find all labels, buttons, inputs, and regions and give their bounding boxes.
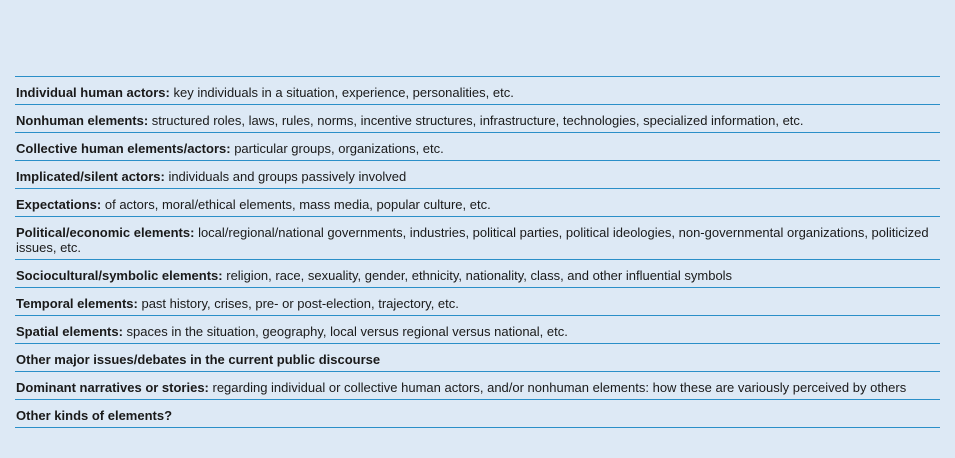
table-row-collective-human-elements [15, 133, 940, 161]
table-row-nonhuman-elements [15, 105, 940, 133]
row-term: Temporal elements: [16, 296, 138, 311]
row-description: past history, crises, pre- or post-election, trajectory, etc. [137, 296, 459, 311]
table-row-other-major-issues [15, 344, 940, 372]
row-term: Implicated/silent actors: [16, 169, 165, 184]
table-row-temporal-elements [15, 288, 940, 316]
row-description: of actors, moral/ethical elements, mass media, popular culture, etc. [101, 197, 491, 212]
row-term: Expectations: [16, 197, 102, 212]
row-description: structured roles, laws, rules, norms, incentive structures, infrastructure, technologies, specialized information, etc. [148, 113, 804, 128]
table-row-spatial-elements [15, 316, 940, 344]
table-row-implicated-silent-actors [15, 161, 940, 189]
table-row-other-kinds-of-elements [15, 400, 940, 428]
row-description: individuals and groups passively involved [164, 169, 407, 184]
table-row-dominant-narratives [15, 372, 940, 400]
row-description: regarding individual or collective human actors, and/or nonhuman elements: how these are variously perceived by others [208, 380, 907, 395]
row-term: Collective human elements/actors: [16, 141, 231, 156]
row-term: Spatial elements: [16, 324, 123, 339]
row-term: Other major issues/debates in the current public discourse [16, 352, 381, 367]
elements-table [15, 76, 940, 428]
table-row-individual-human-actors [15, 77, 940, 105]
row-term: Nonhuman elements: [16, 113, 149, 128]
row-term: Dominant narratives or stories: [16, 380, 209, 395]
row-description: religion, race, sexuality, gender, ethnicity, nationality, class, and other influential symbols [222, 268, 733, 283]
table-row-political-economic-elements [15, 217, 940, 260]
row-description: spaces in the situation, geography, local versus regional versus national, etc. [122, 324, 568, 339]
table-row-sociocultural-symbolic-elements [15, 260, 940, 288]
row-term: Sociocultural/symbolic elements: [16, 268, 223, 283]
row-term: Other kinds of elements? [16, 408, 173, 423]
row-description: local/regional/national governments, industries, political parties, political ideologies, non-governmental organizations, politicized issues, etc. [16, 225, 929, 255]
row-description: particular groups, organizations, etc. [230, 141, 444, 156]
row-description: key individuals in a situation, experience, personalities, etc. [169, 85, 514, 100]
row-term: Political/economic elements: [16, 225, 195, 240]
table-row-expectations [15, 189, 940, 217]
row-term: Individual human actors: [16, 85, 170, 100]
